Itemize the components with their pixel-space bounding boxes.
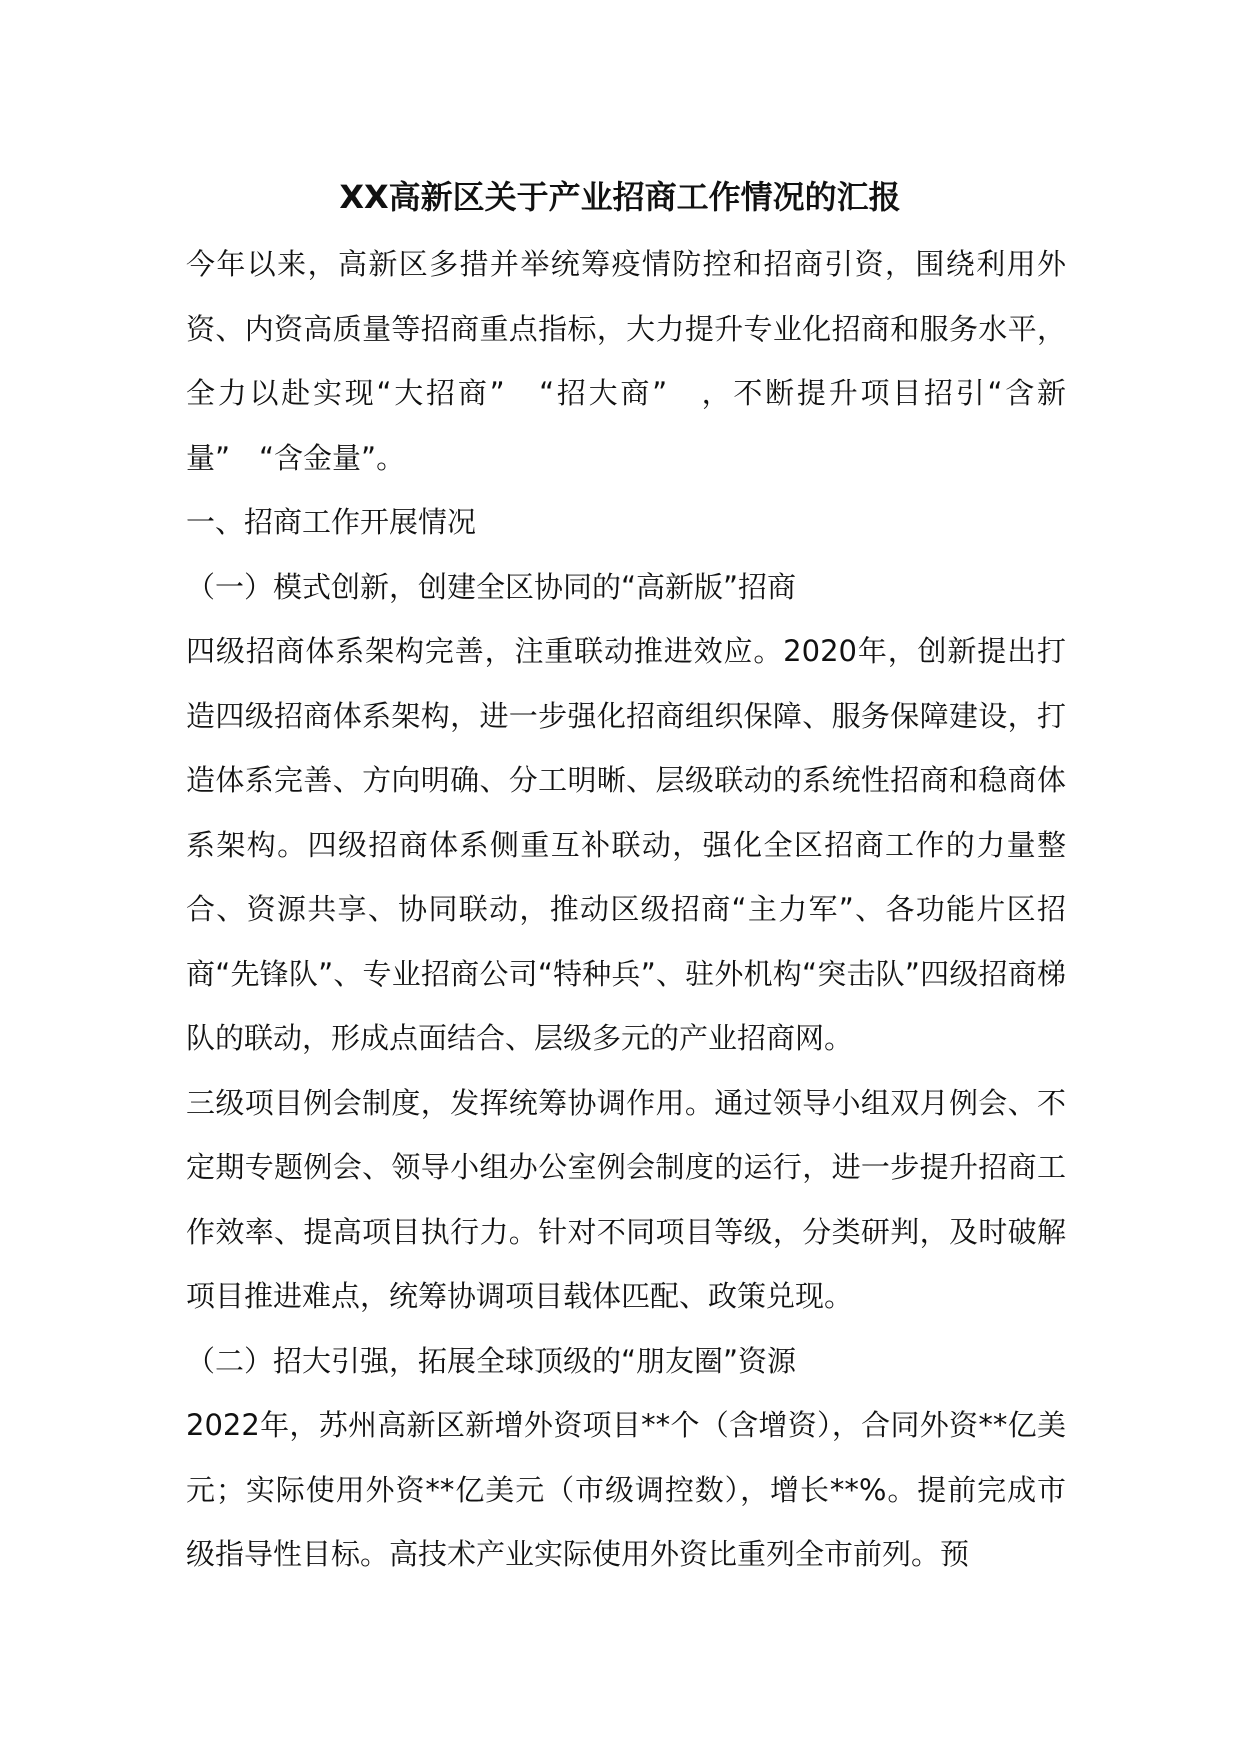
- subsection-heading-2: （二）招大引强，拓展全球顶级的“朋友圈”资源: [186, 1343, 797, 1378]
- section-heading-1: 一、招商工作开展情况: [186, 505, 477, 539]
- document-body: [186, 232, 1066, 1587]
- subsection-2-paragraph-1: 2022年，苏州高新区新增外资项目**个（含增资），合同外资**亿美元；实际使用外资**亿美元（市级调控数），增长**%。提前完成市级指导性目标。高技术产业实际使用外资比重列全市前列。预: [186, 1408, 1066, 1571]
- subsection-1-paragraph-2: 三级项目例会制度，发挥统筹协调作用。通过领导小组双月例会、不定期专题例会、领导小组办公室例会制度的运行，进一步提升招商工作效率、提高项目执行力。针对不同项目等级，分类研判，及时破解项目推进难点，统筹协调项目载体匹配、政策兑现。: [186, 1085, 1066, 1313]
- document-title: XX高新区关于产业招商工作情况的汇报: [339, 178, 901, 216]
- subsection-1-paragraph-1: 四级招商体系架构完善，注重联动推进效应。2020年，创新提出打造四级招商体系架构，进一步强化招商组织保障、服务保障建设，打造体系完善、方向明确、分工明晰、层级联动的系统性招商和稳商体系架构。四级招商体系侧重互补联动，强化全区招商工作的力量整合、资源共享、协同联动，推动区级招商“主力军”、各功能片区招商“先锋队”、专业招商公司“特种兵”、驻外机构“突击队”四级招商梯队的联动，形成点面结合、层级多元的产业招商网。: [186, 634, 1066, 1055]
- intro-paragraph: 今年以来，高新区多措并举统筹疫情防控和招商引资，围绕利用外资、内资高质量等招商重点指标，大力提升专业化招商和服务水平，全力以赴实现“大招商” “招大商” ，不断提升项目招引“含新量” “含金量”。: [186, 247, 1066, 475]
- subsection-heading-1: （一）模式创新，创建全区协同的“高新版”招商: [186, 569, 797, 604]
